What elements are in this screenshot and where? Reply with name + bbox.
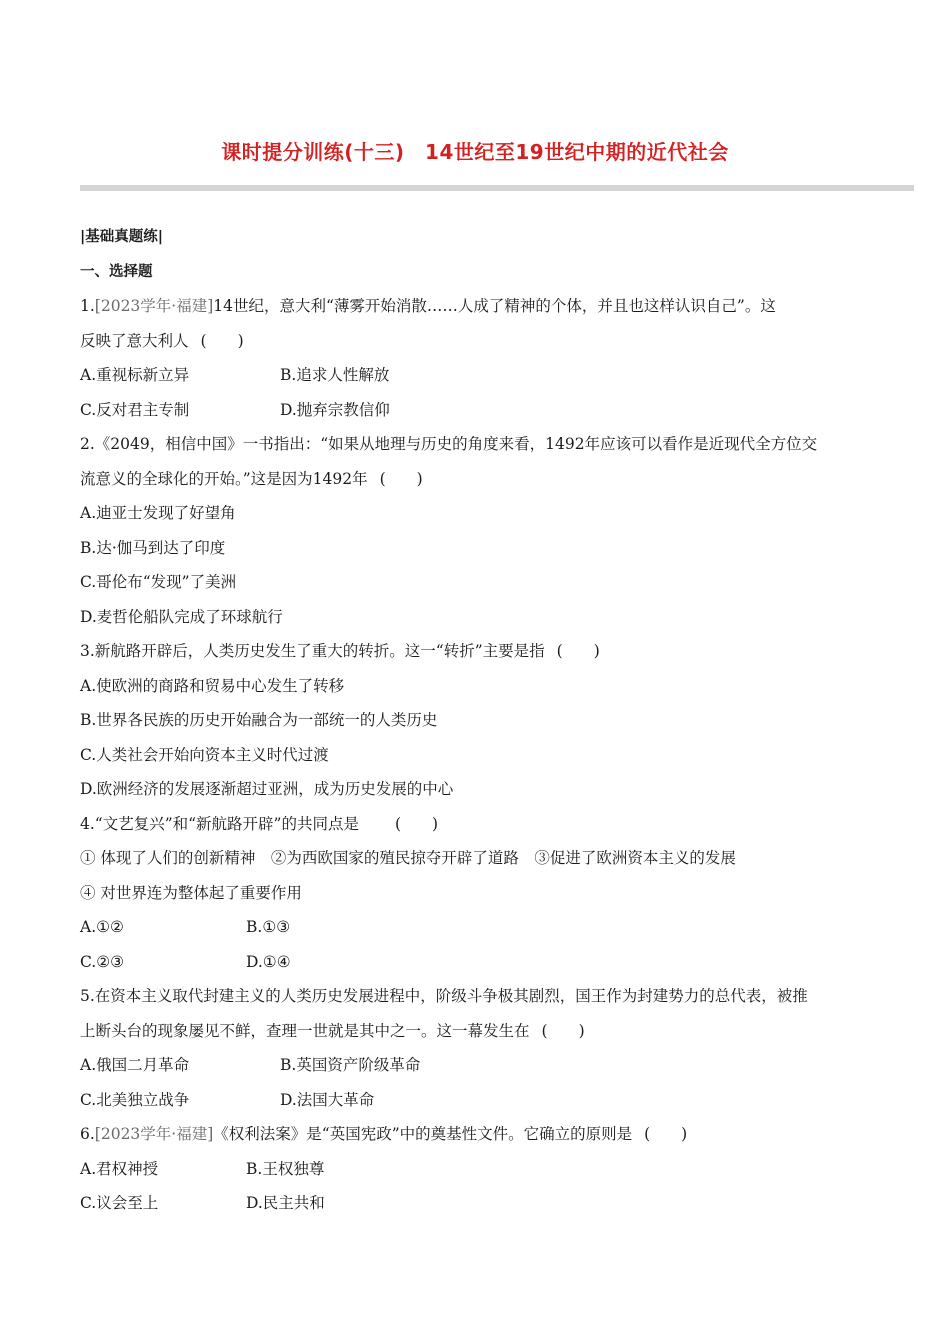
- title-divider: [80, 185, 914, 191]
- question-number: 1.: [80, 297, 95, 315]
- question-6-options-row-1: [80, 1152, 880, 1187]
- question-text: 14世纪，意大利“薄雾开始消散……人成了精神的个体，并且也这样认识自己”。这: [213, 297, 776, 315]
- option-b: B.①③: [246, 918, 291, 936]
- question-1-stem-cont: [80, 324, 880, 359]
- option-a: A.①②: [80, 918, 124, 936]
- answer-blank: ( ): [200, 331, 244, 350]
- question-1-options-row-1: [80, 358, 880, 393]
- option-d: D.法国大革命: [280, 1090, 375, 1109]
- section-heading: 一、选择题: [80, 263, 153, 280]
- question-2-stem-cont: [80, 462, 880, 497]
- option-b: B.追求人性解放: [280, 366, 390, 384]
- question-4-stem: [80, 807, 880, 842]
- question-5-stem-cont: [80, 1014, 880, 1049]
- option-d: D.①④: [246, 952, 291, 971]
- option-c: C.反对君主专制: [80, 400, 190, 419]
- option-d: D.麦哲伦船队完成了环球航行: [80, 607, 283, 626]
- option-b: B.世界各民族的历史开始融合为一部统一的人类历史: [80, 711, 438, 729]
- option-c: C.北美独立战争: [80, 1090, 190, 1109]
- option-d: D.欧洲经济的发展逐渐超过亚洲，成为历史发展的中心: [80, 780, 454, 798]
- option-a: A.俄国二月革命: [80, 1056, 190, 1074]
- question-4-items: ① 体现了人们的创新精神 ②为西欧国家的殖民掠夺开辟了道路 ③促进了欧洲资本主义的发展: [80, 849, 736, 867]
- answer-blank: ( ): [395, 814, 439, 833]
- question-text: 3.新航路开辟后，人类历史发生了重大的转折。这一“转折”主要是指: [80, 642, 545, 660]
- option-a: A.迪亚士发现了好望角: [80, 504, 236, 522]
- question-6-stem: [80, 1117, 880, 1152]
- question-3-stem: [80, 634, 880, 669]
- option-b: B.王权独尊: [246, 1159, 325, 1178]
- answer-blank: ( ): [541, 1021, 585, 1040]
- question-number: 6.: [80, 1125, 95, 1143]
- question-source: [2023学年·福建]: [94, 297, 214, 315]
- answer-blank: ( ): [556, 642, 600, 660]
- question-5-options-row-1: [80, 1048, 880, 1083]
- option-c: C.人类社会开始向资本主义时代过渡: [80, 745, 329, 764]
- option-a: A.使欧洲的商路和贸易中心发生了转移: [80, 676, 345, 695]
- option-d: D.抛弃宗教信仰: [280, 400, 390, 419]
- answer-blank: ( ): [644, 1125, 688, 1143]
- option-a: A.君权神授: [80, 1159, 159, 1178]
- question-5-options-row-2: [80, 1083, 880, 1118]
- question-4-items-cont: ④ 对世界连为整体起了重要作用: [80, 883, 302, 902]
- question-4-options-row-1: [80, 910, 880, 945]
- section-tag: |基础真题练|: [80, 229, 164, 245]
- question-1-stem: [80, 289, 880, 324]
- option-c: C.议会至上: [80, 1194, 159, 1212]
- option-b: B.达·伽马到达了印度: [80, 538, 226, 557]
- question-text: 2.《2049，相信中国》一书指出：“如果从地理与历史的角度来看，1492年应该可以看作是近现代全方位交: [80, 435, 818, 453]
- option-a: A.重视标新立异: [80, 366, 190, 384]
- question-text: 4.“文艺复兴”和“新航路开辟”的共同点是: [80, 814, 359, 833]
- question-text: 流意义的全球化的开始。”这是因为1492年: [80, 469, 368, 488]
- worksheet-content: [80, 220, 880, 1221]
- question-source: [2023学年·福建]: [94, 1125, 214, 1143]
- option-d: D.民主共和: [246, 1194, 325, 1212]
- page-title: 课时提分训练(十三) 14世纪至19世纪中期的近代社会: [221, 140, 729, 164]
- answer-blank: ( ): [379, 469, 423, 488]
- question-5-stem: [80, 979, 880, 1014]
- option-b: B.英国资产阶级革命: [280, 1056, 421, 1074]
- question-6-options-row-2: [80, 1186, 880, 1221]
- question-text: 反映了意大利人: [80, 331, 189, 350]
- option-c: C.哥伦布“发现”了美洲: [80, 573, 237, 591]
- question-text: 《权利法案》是“英国宪政”中的奠基性文件。它确立的原则是: [213, 1125, 633, 1143]
- question-1-options-row-2: [80, 393, 880, 428]
- option-c: C.②③: [80, 952, 125, 971]
- question-2-stem: [80, 427, 880, 462]
- question-4-options-row-2: [80, 945, 880, 980]
- question-text: 上断头台的现象屡见不鲜，查理一世就是其中之一。这一幕发生在: [80, 1021, 530, 1040]
- question-text: 5.在资本主义取代封建主义的人类历史发展进程中，阶级斗争极其剧烈，国王作为封建势力的总代表，被推: [80, 987, 808, 1005]
